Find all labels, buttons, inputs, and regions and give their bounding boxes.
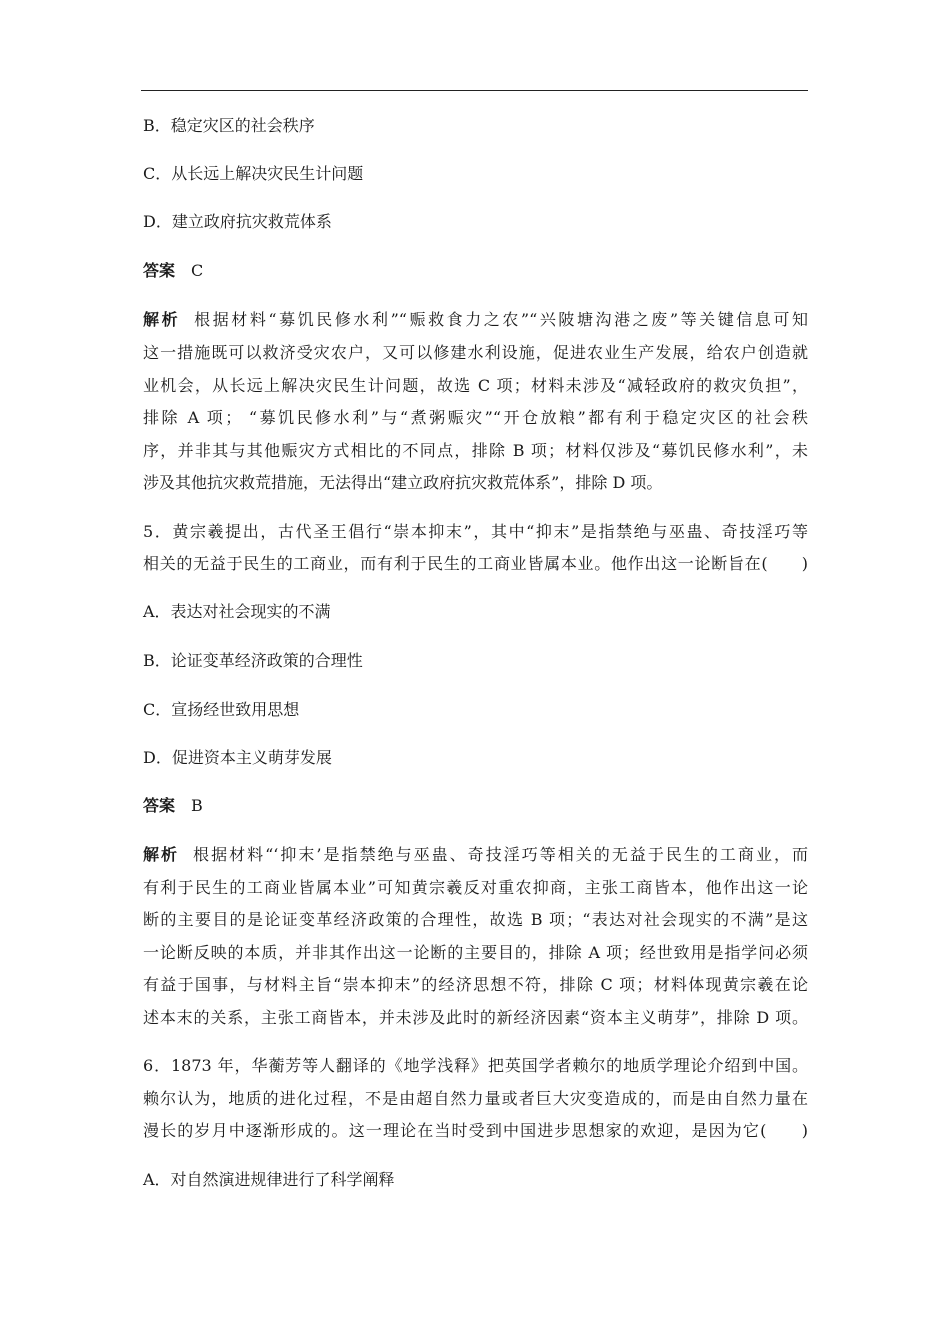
q5-option-b: B．论证变革经济政策的合理性 — [143, 651, 363, 670]
explanation-label: 解析 — [143, 845, 180, 864]
q6-option-a: A．对自然演进规律进行了科学阐释 — [143, 1170, 395, 1189]
q4-explanation-line: 这一措施既可以救济受灾农户，又可以修建水利设施，促进农业生产发展，给农户创造就 — [143, 343, 808, 362]
q5-explanation-line: 述本末的关系，主张工商皆本，并未涉及此时的新经济因素“资本主义萌芽”，排除 D 项。 — [143, 1008, 808, 1027]
q5-answer — [143, 796, 203, 816]
explanation-label: 解析 — [143, 310, 181, 329]
answer-label: 答案 — [143, 261, 176, 280]
q4-option-d: D．建立政府抗灾救荒体系 — [143, 212, 332, 231]
q6-stem-line: 6．1873 年，华蘅芳等人翻译的《地学浅释》把英国学者赖尔的地质学理论介绍到中国。 — [143, 1056, 808, 1075]
q5-option-c: C．宣扬经世致用思想 — [143, 700, 300, 719]
q4-option-c: C．从长远上解决灾民生计问题 — [143, 164, 364, 183]
q4-explanation-line: 涉及其他抗灾救荒措施，无法得出“建立政府抗灾救荒体系”，排除 D 项。 — [143, 473, 663, 492]
q4-explanation-line: 排除 A 项； “募饥民修水利”与“煮粥赈灾”“开仓放粮”都有利于稳定灾区的社会秩 — [143, 408, 808, 427]
q4-answer — [143, 261, 203, 281]
header-rule — [141, 90, 808, 91]
q4-explanation-line — [143, 310, 808, 330]
q5-stem-line: 相关的无益于民生的工商业，而有利于民生的工商业皆属本业。他作出这一论断旨在( ) — [143, 554, 808, 573]
q5-option-a: A．表达对社会现实的不满 — [143, 602, 331, 621]
q5-explanation-line: 有益于国事，与材料主旨“崇本抑末”的经济思想不符，排除 C 项；材料体现黄宗羲在论 — [143, 975, 808, 994]
q5-explanation-text: 根据材料“‘抑末’是指禁绝与巫蛊、奇技淫巧等相关的无益于民生的工商业，而 — [193, 845, 808, 864]
q5-explanation-line: 一论断反映的本质，并非其作出这一论断的主要目的，排除 A 项；经世致用是指学问必须 — [143, 943, 808, 962]
q5-explanation-line: 有利于民生的工商业皆属本业”可知黄宗羲反对重农抑商，主张工商皆本，他作出这一论 — [143, 878, 808, 897]
q4-option-b: B．稳定灾区的社会秩序 — [143, 116, 315, 135]
q5-explanation-line — [143, 845, 808, 865]
q5-stem-line: 5．黄宗羲提出，古代圣王倡行“崇本抑末”，其中“抑末”是指禁绝与巫蛊、奇技淫巧等 — [143, 522, 808, 541]
q6-stem-line: 漫长的岁月中逐渐形成的。这一理论在当时受到中国进步思想家的欢迎，是因为它( ) — [143, 1121, 808, 1140]
q6-stem-line: 赖尔认为，地质的进化过程，不是由超自然力量或者巨大灾变造成的，而是由自然力量在 — [143, 1089, 808, 1108]
q4-explanation-line: 业机会，从长远上解决灾民生计问题，故选 C 项；材料未涉及“减轻政府的救灾负担”， — [143, 376, 808, 395]
q4-explanation-text: 根据材料“募饥民修水利”“赈救食力之农”“兴陂塘沟港之废”等关键信息可知 — [194, 310, 808, 329]
answer-label: 答案 — [143, 796, 176, 815]
q4-explanation-line: 序，并非其与其他赈灾方式相比的不同点，排除 B 项；材料仅涉及“募饥民修水利”，未 — [143, 441, 808, 460]
q5-explanation-line: 断的主要目的是论证变革经济政策的合理性，故选 B 项；“表达对社会现实的不满”是这 — [143, 910, 808, 929]
q5-option-d: D．促进资本主义萌芽发展 — [143, 748, 332, 767]
answer-value: C — [191, 261, 204, 280]
answer-value: B — [191, 796, 203, 815]
